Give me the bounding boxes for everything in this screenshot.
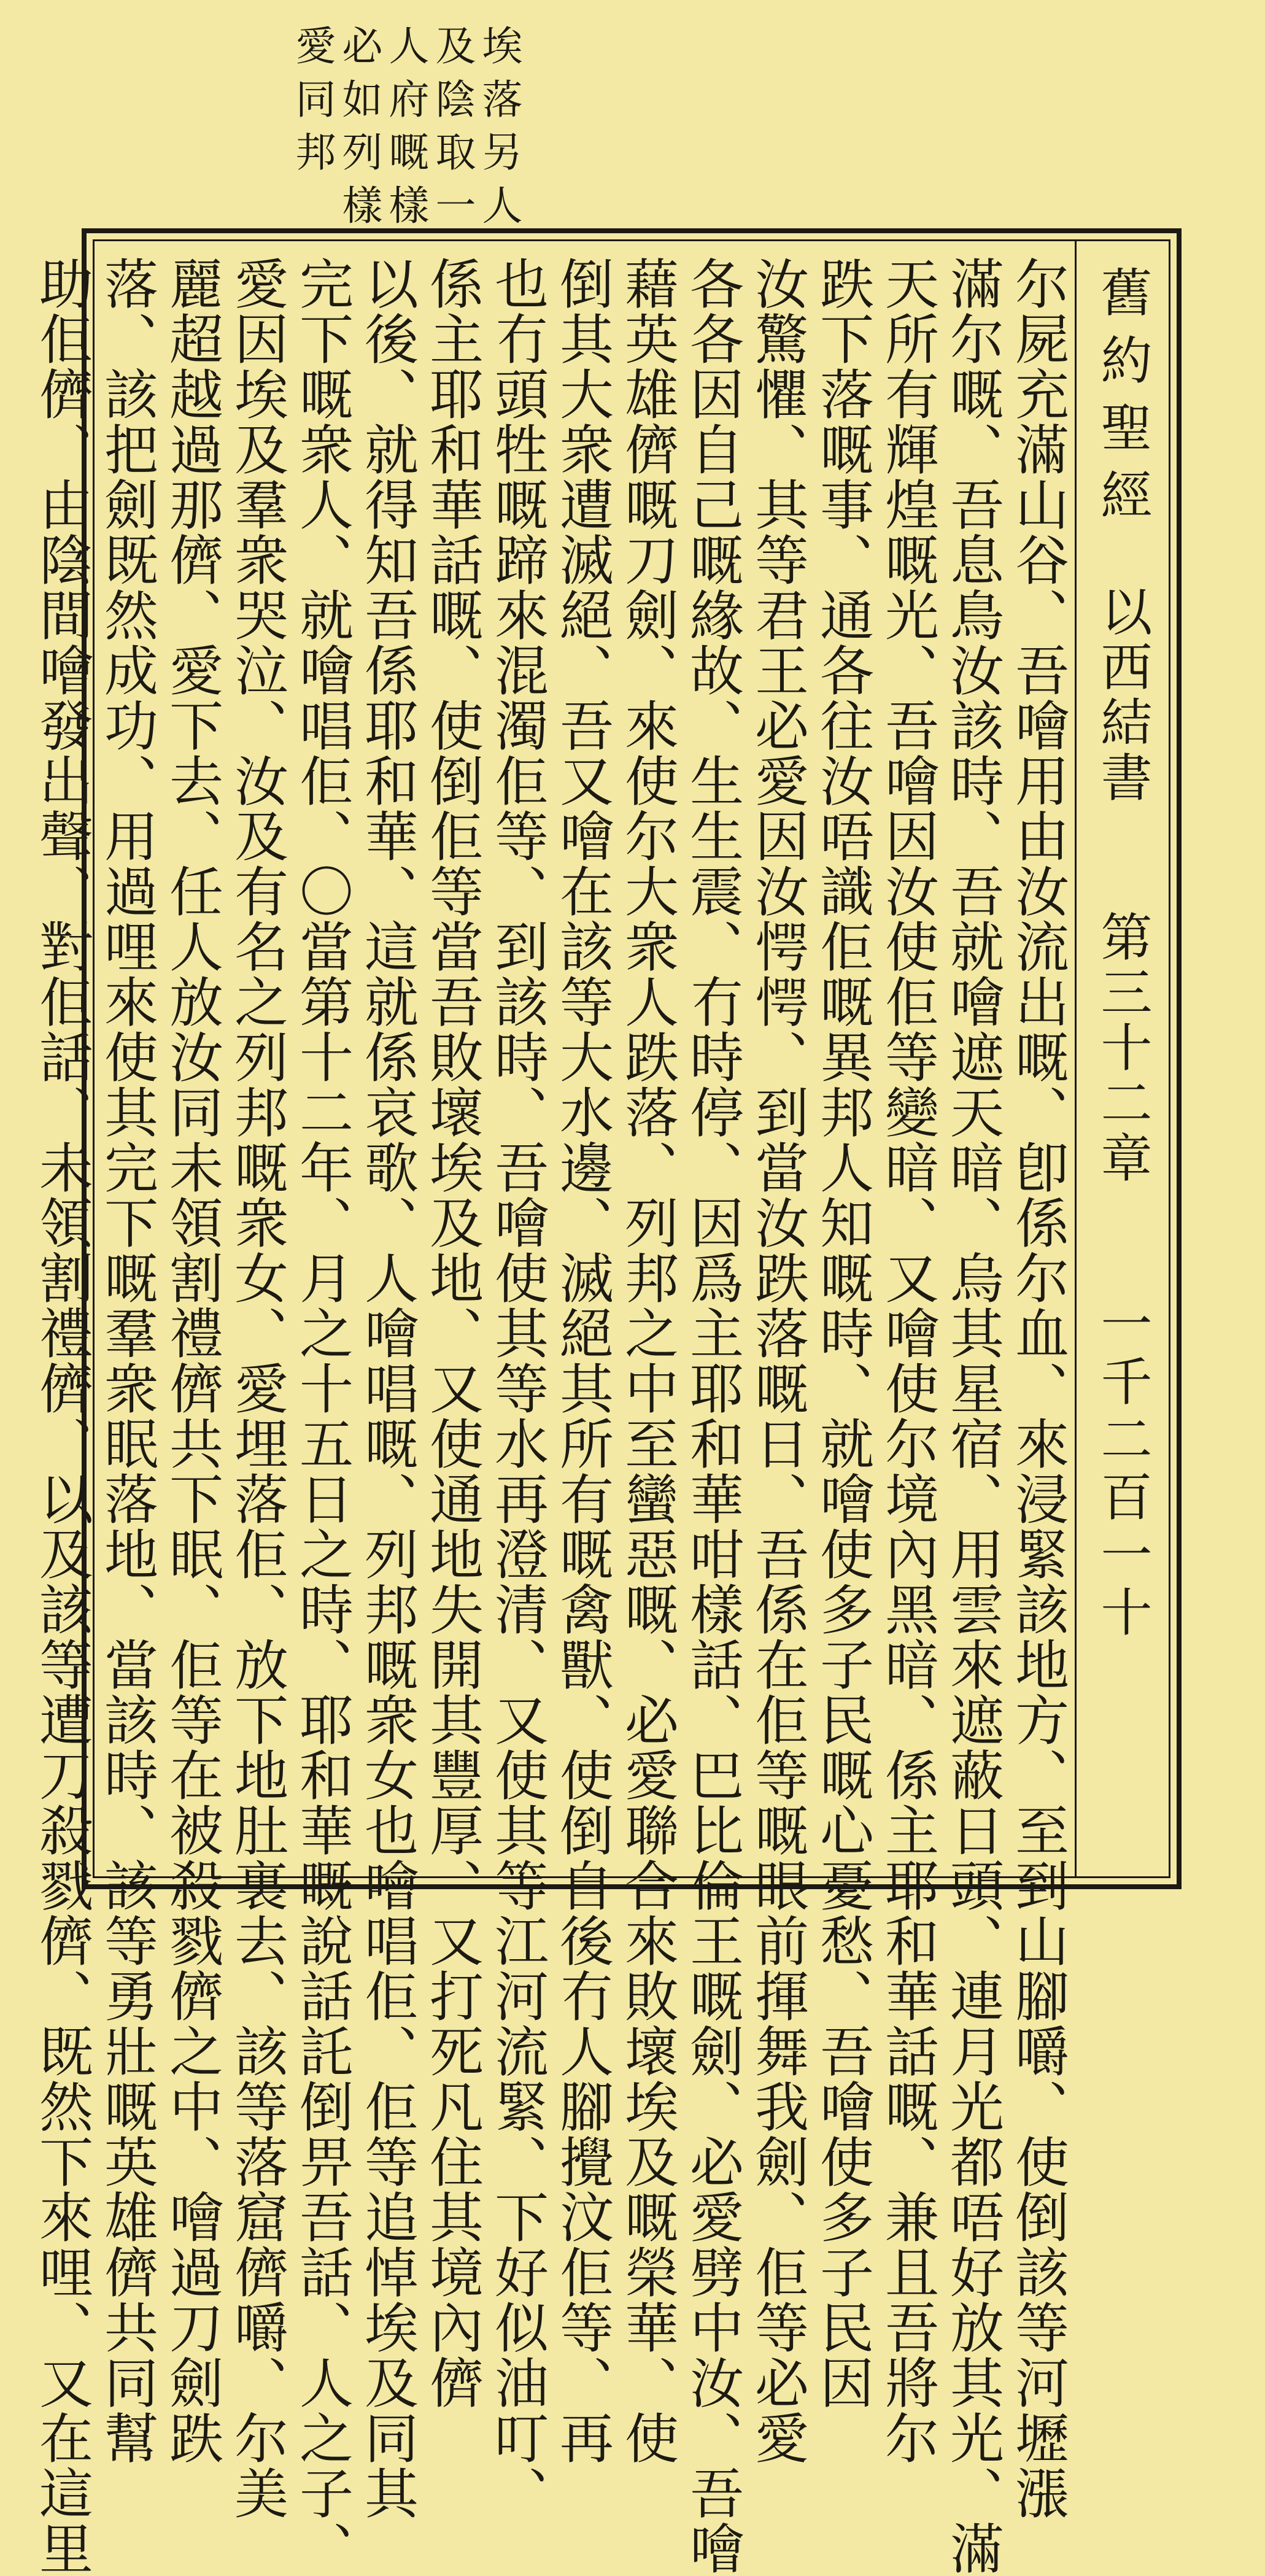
marginal-note bbox=[270, 25, 522, 227]
marginal-note-line: 埃及人必愛 bbox=[288, 25, 522, 68]
text-column: 係主耶和華話嘅、使倒佢等當吾敗壞埃及地、又使通地失開其豐厚、又打死凡住其境內儕 bbox=[421, 256, 484, 2410]
text-column: 各各因自己嘅緣故、生生震、冇時停、因爲主耶和華咁樣話、巴比倫王嘅劍、必愛劈中汝、吾噲 bbox=[681, 256, 745, 2576]
page-frame-inner bbox=[31, 239, 1170, 2576]
chapter-label: 以西結書 bbox=[1093, 585, 1153, 806]
text-column: 愛因埃及羣衆哭泣、汝及有名之列邦嘅衆女、愛埋落佢、放下地肚裏去、該等落窟儕嚼、尔美 bbox=[226, 256, 289, 2521]
marginal-note-line: 落陰府如同 bbox=[288, 77, 522, 121]
text-column: 天所有輝煌嘅光、吾噲因汝使佢等變暗、又噲使尔境內黑暗、係主耶和華話嘅、兼且吾將尔 bbox=[876, 256, 940, 2466]
text-column: 倒其大衆遭滅絕、吾又噲在該等大水邊、滅絕其所有嘅禽獸、使倒自後冇人腳攪汶佢等、再 bbox=[551, 256, 614, 2466]
text-column: 汝驚懼、其等君王必愛因汝愕愕、到當汝跌落嘅日、吾係在佢等嘅眼前揮舞我劍、佢等必愛 bbox=[746, 256, 810, 2466]
text-column: 也冇頭牲嘅蹄來混濁佢等、到該時、吾噲使其等水再澄清、又使其等江河流緊、下好似油叮、 bbox=[486, 256, 549, 2521]
book-title: 舊約聖經 bbox=[1093, 266, 1153, 536]
text-column: 助佢儕、由陰間噲發出聲、對佢話、未領割禮儕、以及該等遭刀殺戮儕、既然下來哩、又在這里 bbox=[31, 256, 94, 2576]
text-column: 滿尔嘅、吾息鳥汝該時、吾就噲遮天暗、烏其星宿、用雲來遮蔽日頭、連月光都唔好放其光、滿 bbox=[942, 256, 1005, 2576]
text-column: 完下嘅衆人、就噲唱佢、〇當第十二年、月之十五日之時、耶和華嘅說話託倒畀吾話、人之子、 bbox=[291, 256, 354, 2576]
text-column: 跌下落嘅事、通各往汝唔識佢嘅異邦人知嘅時、就噲使多子民嘅心憂愁、吾噲使多子民因 bbox=[811, 256, 875, 2410]
page-header-column bbox=[1075, 241, 1169, 1876]
text-column: 以後、就得知吾係耶和華、這就係哀歌、人噲唱嘅、列邦嘅衆女也噲唱佢、佢等追悼埃及同其 bbox=[356, 256, 419, 2521]
page-frame bbox=[31, 228, 1182, 2576]
text-column: 藉英雄儕嘅刀劍、來使尔大衆人跌落、列邦之中至蠻惡嘅、必愛聯合來敗壞埃及嘅榮華、使 bbox=[616, 256, 679, 2466]
text-column: 落、該把劍既然成功、用過哩來使其完下嘅羣衆眠落地、當該時、該等勇壯嘅英雄儕共同幫 bbox=[96, 256, 159, 2466]
page-number: 一千二百一十 bbox=[1093, 1297, 1153, 1643]
text-column: 尔屍充滿山谷、吾噲用由汝流出嘅、卽係尔血、來浸緊該地方、至到山腳嚼、使倒該等河壢漲 bbox=[1007, 256, 1070, 2521]
text-column: 麗超越過那儕、愛下去、任人放汝同未領割禮儕共下眠、佢等在被殺戮儕之中、噲過刀劍跌 bbox=[161, 256, 224, 2466]
marginal-note-line: 另取嘅列邦 bbox=[288, 131, 522, 174]
marginal-note-line: 人一樣樣 bbox=[335, 184, 522, 228]
scripture-text bbox=[31, 256, 1070, 2576]
chapter-number: 第三十二章 bbox=[1093, 910, 1153, 1186]
